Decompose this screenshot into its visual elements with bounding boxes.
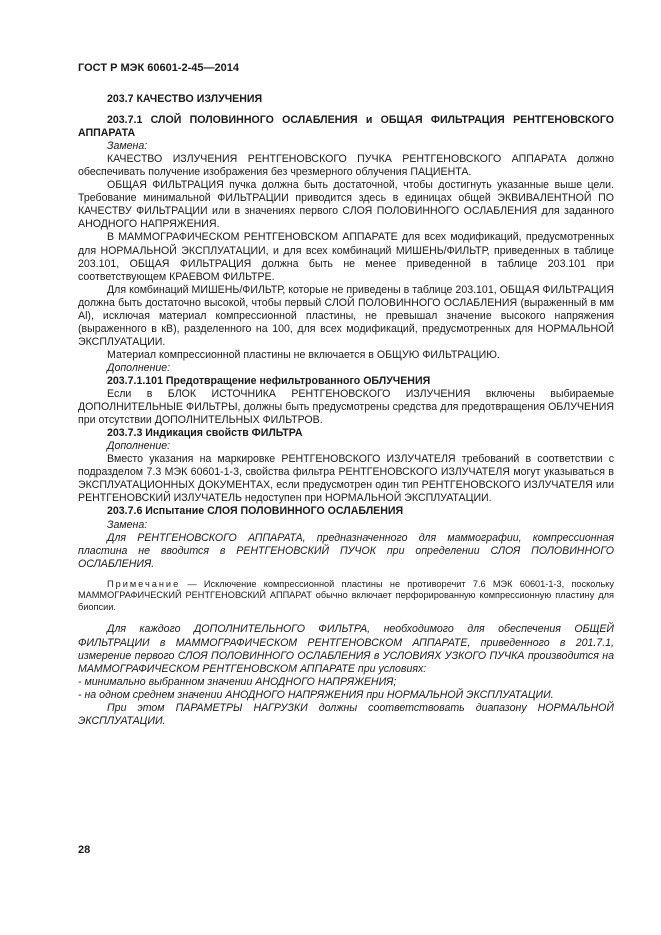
- list-item: - минимально выбранном значении АНОДНОГО НАПРЯЖЕНИЯ;: [78, 675, 397, 688]
- paragraph: Для каждого ДОПОЛНИТЕЛЬНОГО ФИЛЬТРА, необходимого для обеспечения ОБЩЕЙ ФИЛЬТРАЦИИ в МАММОГРАФИЧЕСКОМ РЕНТГЕНОВСКОМ АППАРАТЕ, приведенного в 201.7.1, измерение первого СЛОЯ ПОЛОВИННОГО ОСЛАБЛЕНИЯ в УСЛОВИЯХ УЗКОГО ПУЧКА производится на МАММОГРАФИЧЕСКОМ РЕНТГЕНОВСКОМ АППАРАТЕ при условиях:: [78, 623, 614, 675]
- replace-label: Замена:: [107, 518, 148, 531]
- paragraph: Если в БЛОК ИСТОЧНИКА РЕНТГЕНОВСКОГО ИЗЛУЧЕНИЯ включены выбираемые ДОПОЛНИТЕЛЬНЫЕ ФИЛЬТРЫ, должны быть предусмотрены средства для предотвращения ОБЛУЧЕНИЯ при отсутствии ДОПОЛНИТЕЛЬНЫХ ФИЛЬТРОВ.: [78, 388, 614, 427]
- paragraph: Материал компрессионной пластины не включается в ОБЩУЮ ФИЛЬТРАЦИЮ.: [107, 348, 500, 361]
- paragraph: Для комбинаций МИШЕНЬ/ФИЛЬТР, которые не приведены в таблице 203.101, ОБЩАЯ ФИЛЬТРАЦИЯ должна быть достаточно высокой, чтобы первый СЛОЙ ПОЛОВИННОГО ОСЛАБЛЕНИЯ (выраженный в мм Al), исключая материал компрессионной пластины, не превышал значение высокого напряжения (выраженного в кВ), разделенного на 100, для всех модификаций, предусмотренных для НОРМАЛЬНОЙ ЭКСПЛУАТАЦИИ.: [78, 283, 614, 348]
- document-header: ГОСТ Р МЭК 60601-2-45—2014: [78, 62, 239, 74]
- section-203-7-title: 203.7 КАЧЕСТВО ИЗЛУЧЕНИЯ: [107, 93, 263, 105]
- note-label: Примечание: [107, 578, 181, 589]
- note-text: — Исключение компрессионной пластины не противоречит 7.6 МЭК 60601-1-3, поскольку МАММОГРАФИЧЕСКИЙ РЕНТГЕНОВСКИЙ АППАРАТ обычно включает перфорированную компрессионную пластину для биопсии.: [78, 578, 614, 612]
- page-number: 28: [78, 844, 91, 856]
- addition-label: Дополнение:: [107, 440, 171, 453]
- section-203-7-6-title: 203.7.6 Испытание СЛОЯ ПОЛОВИННОГО ОСЛАБЛЕНИЯ: [107, 505, 404, 518]
- section-203-7-1-title: 203.7.1 СЛОЙ ПОЛОВИННОГО ОСЛАБЛЕНИЯ и ОБЩАЯ ФИЛЬТРАЦИЯ РЕНТГЕНОВСКОГО АППАРАТА: [78, 114, 614, 140]
- paragraph: При этом ПАРАМЕТРЫ НАГРУЗКИ должны соответствовать диапазону НОРМАЛЬНОЙ ЭКСПЛУАТАЦИИ.: [78, 701, 614, 727]
- list-item: - на одном среднем значении АНОДНОГО НАПРЯЖЕНИЯ при НОРМАЛЬНОЙ ЭКСПЛУАТАЦИИ.: [78, 688, 554, 701]
- paragraph: В МАММОГРАФИЧЕСКОМ РЕНТГЕНОВСКОМ АППАРАТЕ для всех модификаций, предусмотренных для НОРМАЛЬНОЙ ЭКСПЛУАТАЦИИ, и для всех комбинаций МИШЕНЬ/ФИЛЬТР, приведенных в таблице 203.101, ОБЩАЯ ФИЛЬТРАЦИЯ должна быть не менее приведенной в таблице 203.101 при соответствующем КРАЕВОМ ФИЛЬТРЕ.: [78, 231, 614, 283]
- document-body: [78, 93, 614, 728]
- addition-label: Дополнение:: [107, 361, 171, 374]
- note: [78, 579, 614, 614]
- replace-label: Замена:: [107, 140, 148, 153]
- section-203-7-3-title: 203.7.3 Индикация свойств ФИЛЬТРА: [107, 427, 303, 440]
- paragraph: Для РЕНТГЕНОВСКОГО АППАРАТА, предназначенного для маммографии, компрессионная пластина не вводится в РЕНТГЕНОВСКИЙ ПУЧОК при определении СЛОЯ ПОЛОВИННОГО ОСЛАБЛЕНИЯ.: [78, 531, 614, 570]
- paragraph: ОБЩАЯ ФИЛЬТРАЦИЯ пучка должна быть достаточной, чтобы достигнуть указанные выше цели. Требование минимальной ФИЛЬТРАЦИИ приводится здесь в единицах общей ЭКВИВАЛЕНТНОЙ ПО КАЧЕСТВУ ФИЛЬТРАЦИИ или в значениях первого СЛОЯ ПОЛОВИННОГО ОСЛАБЛЕНИЯ для заданного АНОДНОГО НАПРЯЖЕНИЯ.: [78, 179, 614, 231]
- paragraph: Вместо указания на маркировке РЕНТГЕНОВСКОГО ИЗЛУЧАТЕЛЯ требований в соответствии с подразделом 7.3 МЭК 60601-1-3, свойства фильтра РЕНТГЕНОВСКОГО ИЗЛУЧАТЕЛЯ могут указываться в ЭКСПЛУАТАЦИОННЫХ ДОКУМЕНТАХ, если предусмотрен один тип РЕНТГЕНОВСКОГО ИЗЛУЧАТЕЛЯ или РЕНТГЕНОВСКИЙ ИЗЛУЧАТЕЛЬ недоступен при НОРМАЛЬНОЙ ЭКСПЛУАТАЦИИ.: [78, 453, 614, 505]
- paragraph: КАЧЕСТВО ИЗЛУЧЕНИЯ РЕНТГЕНОВСКОГО ПУЧКА РЕНТГЕНОВСКОГО АППАРАТА должно обеспечивать получение изображения без чрезмерного облучения ПАЦИЕНТА.: [78, 153, 614, 179]
- section-203-7-1-101-title: 203.7.1.101 Предотвращение нефильтрованного ОБЛУЧЕНИЯ: [107, 374, 431, 387]
